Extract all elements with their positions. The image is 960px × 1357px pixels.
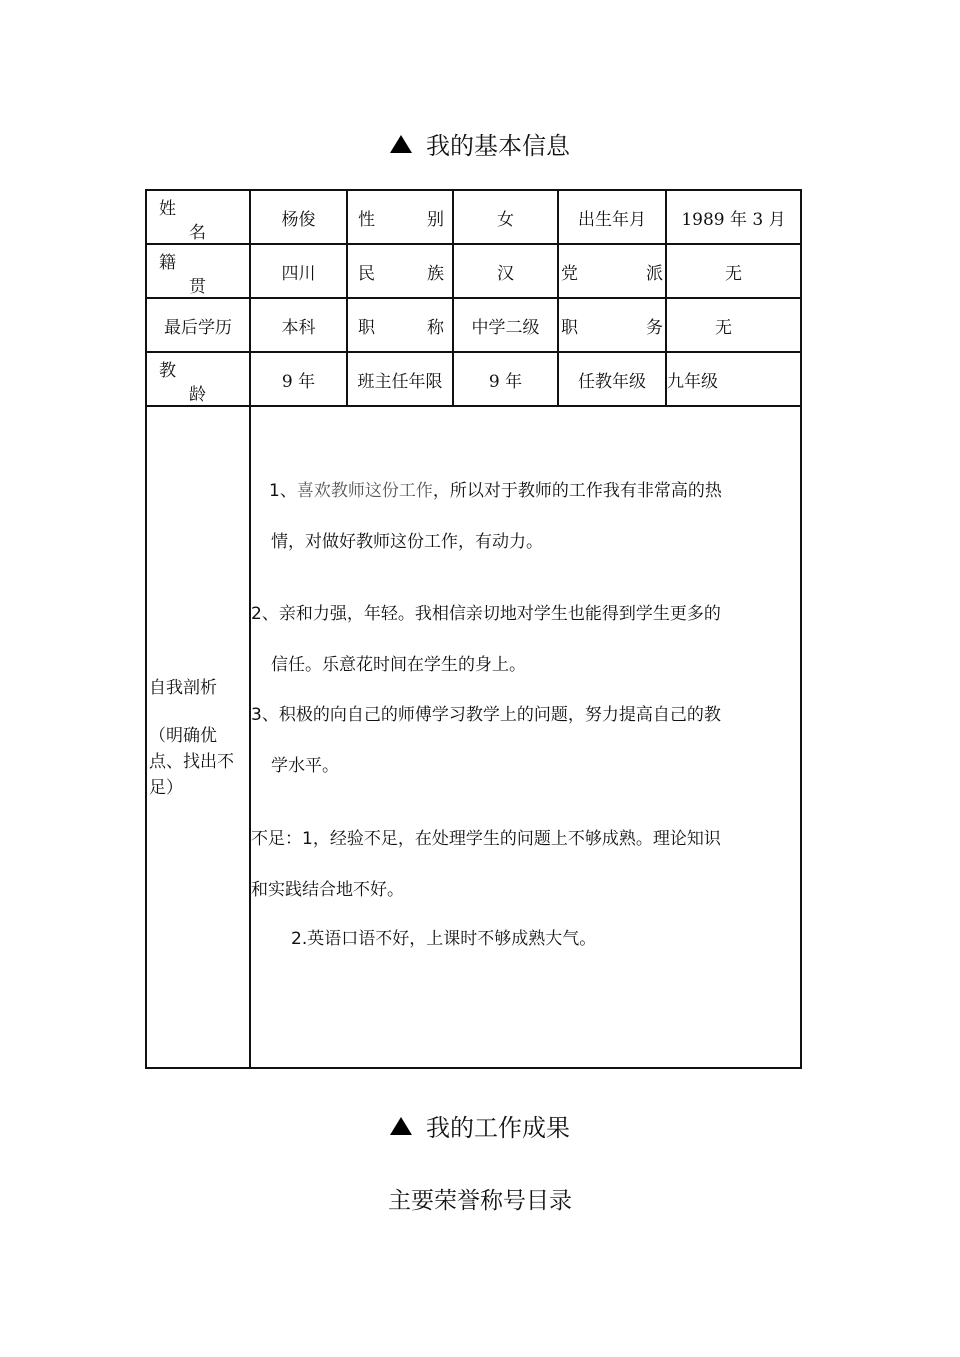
party-label: 党 派 bbox=[558, 244, 666, 298]
strength-item-1: 1、喜欢教师这份工作，所以对于教师的工作我有非常高的热 情，对做好教师这份工作，有动力。 bbox=[269, 481, 722, 552]
weakness-item-1: 不足：1，经验不足，在处理学生的问题上不够成熟。理论知识 和实践结合地不好。 bbox=[251, 829, 721, 900]
education-label: 最后学历 bbox=[146, 298, 250, 352]
table-row bbox=[146, 352, 801, 406]
weakness-item-2: 2.英语口语不好，上课时不够成熟大气。 bbox=[291, 929, 597, 949]
gender-value: 女 bbox=[453, 190, 558, 244]
triangle-up-icon bbox=[390, 135, 412, 153]
strength-item-3: 3、积极的向自己的师傅学习教学上的问题，努力提高自己的教 学水平。 bbox=[251, 705, 721, 776]
birth-label: 出生年月 bbox=[558, 190, 666, 244]
party-value: 无 bbox=[666, 244, 801, 298]
title-label: 职 称 bbox=[347, 298, 453, 352]
section-heading-work-results: 我的工作成果 bbox=[0, 1108, 960, 1143]
head-teacher-label: 班主任年限 bbox=[347, 352, 453, 406]
birth-value: 1989 年 3 月 bbox=[666, 190, 801, 244]
table-row bbox=[146, 190, 801, 244]
head-teacher-value: 9 年 bbox=[453, 352, 558, 406]
origin-label: 籍 贯 bbox=[146, 244, 250, 298]
ethnicity-value: 汉 bbox=[453, 244, 558, 298]
name-label: 姓 名 bbox=[146, 190, 250, 244]
ethnicity-label: 民 族 bbox=[347, 244, 453, 298]
grade-label: 任教年级 bbox=[558, 352, 666, 406]
self-analysis-content bbox=[250, 406, 801, 1068]
position-value: 无 bbox=[666, 298, 801, 352]
position-label: 职 务 bbox=[558, 298, 666, 352]
teaching-years-value: 9 年 bbox=[250, 352, 347, 406]
section-heading-basic-info: 我的基本信息 bbox=[0, 126, 960, 161]
origin-value: 四川 bbox=[250, 244, 347, 298]
title-value: 中学二级 bbox=[453, 298, 558, 352]
table-row bbox=[146, 406, 801, 1068]
honors-list-title: 主要荣誉称号目录 bbox=[388, 1188, 572, 1214]
self-analysis-label: 自我剖析 （明确优点、找出不足） bbox=[146, 406, 250, 1068]
table-row bbox=[146, 298, 801, 352]
grade-value: 九年级 bbox=[666, 352, 801, 406]
gender-label: 性 别 bbox=[347, 190, 453, 244]
strength-item-2: 2、亲和力强，年轻。我相信亲切地对学生也能得到学生更多的 信任。乐意花时间在学生的身上。 bbox=[251, 604, 721, 675]
basic-info-table bbox=[145, 189, 802, 1069]
education-value: 本科 bbox=[250, 298, 347, 352]
teaching-years-label: 教 龄 bbox=[146, 352, 250, 406]
name-value: 杨俊 bbox=[250, 190, 347, 244]
table-row bbox=[146, 244, 801, 298]
triangle-up-icon bbox=[390, 1117, 412, 1135]
